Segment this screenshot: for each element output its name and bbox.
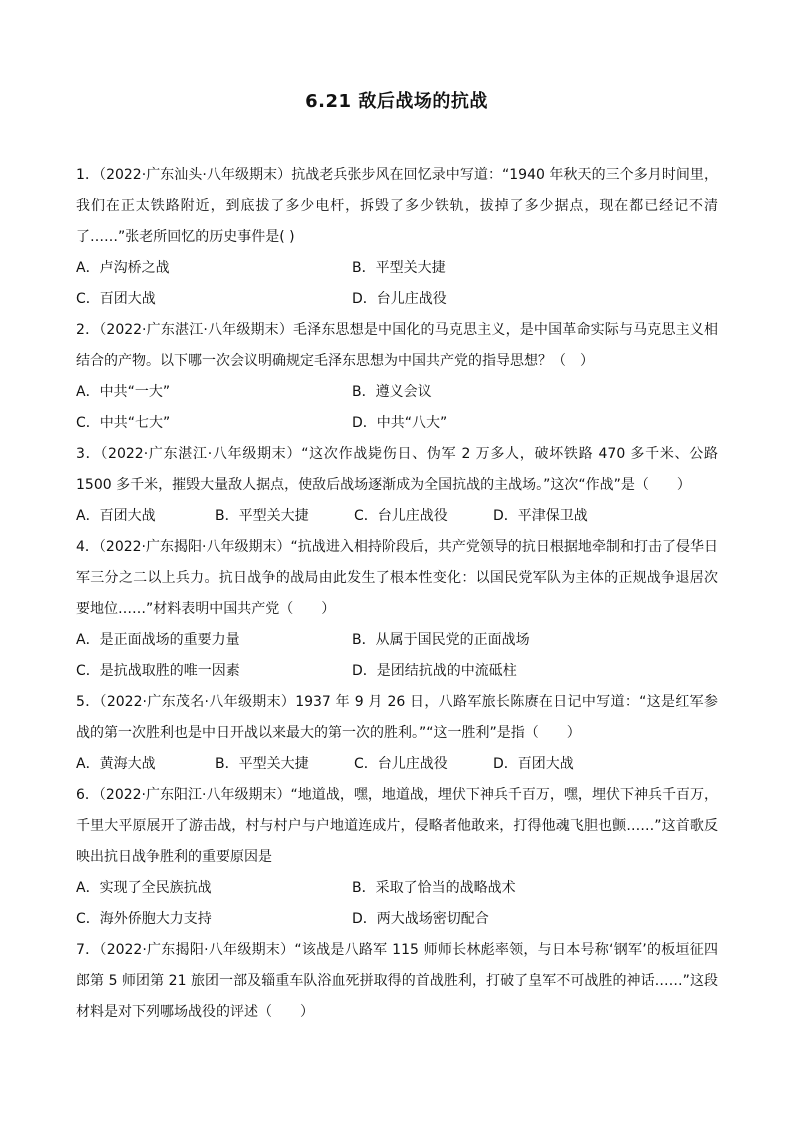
option-group xyxy=(76,873,718,935)
option-group xyxy=(76,377,718,439)
question-list xyxy=(76,160,718,1028)
option-d: D．台儿庄战役 xyxy=(352,291,447,307)
option-group xyxy=(76,749,718,780)
option-c: C．百团大战 xyxy=(76,291,156,307)
option-d: D．两大战场密切配合 xyxy=(352,911,489,927)
option-b: B．采取了恰当的战略战术 xyxy=(352,880,516,896)
option-b: B．平型关大捷 xyxy=(215,756,309,772)
question-7 xyxy=(76,935,718,1028)
question-stem: 6．（2022·广东阳江·八年级期末）“地道战，嘿，地道战，埋伏下神兵千百万，嘿，埋伏下神兵千百万，千里大平原展开了游击战，村与村户与户地道连成片，侵略者他敢来，打得他魂飞胆也颤……”这首歌反映出抗日战争胜利的重要原因是 xyxy=(76,787,718,865)
question-stem: 2．（2022·广东湛江·八年级期末）毛泽东思想是中国化的马克思主义，是中国革命实际与马克思主义相结合的产物。以下哪一次会议明确规定毛泽东思想为中国共产党的指导思想？（ ） xyxy=(76,322,718,369)
question-2 xyxy=(76,315,718,439)
question-stem: 7．（2022·广东揭阳·八年级期末）“该战是八路军 115 师师长林彪率领，与日本号称‘钢军’的板垣征四郎第 5 师团第 21 旅团一部及辎重车队浴血死拼取得的首战胜利，打破了皇军不可战胜的神话……”这段材料是对下列哪场战役的评述（ ） xyxy=(76,942,718,1020)
option-c: C．海外侨胞大力支持 xyxy=(76,911,212,927)
question-4 xyxy=(76,532,718,687)
option-b: B．平型关大捷 xyxy=(352,260,446,276)
option-d: D．是团结抗战的中流砥柱 xyxy=(352,663,517,679)
option-a: A．卢沟桥之战 xyxy=(76,260,170,276)
question-stem: 5．（2022·广东茂名·八年级期末）1937 年 9 月 26 日，八路军旅长陈赓在日记中写道：“这是红军参战的第一次胜利也是中日开战以来最大的第一次的胜利。”“这一胜利”是指（ ） xyxy=(76,694,718,741)
option-group xyxy=(76,253,718,315)
option-d: D．中共“八大” xyxy=(352,415,448,431)
question-3 xyxy=(76,439,718,532)
page-title: 6.21 敌后战场的抗战 xyxy=(305,91,488,112)
option-a: A．是正面战场的重要力量 xyxy=(76,632,240,648)
option-a: A．实现了全民族抗战 xyxy=(76,880,212,896)
option-a: A．中共“一大” xyxy=(76,384,171,400)
option-c: C．台儿庄战役 xyxy=(354,756,448,772)
option-group xyxy=(76,501,718,532)
option-d: D．百团大战 xyxy=(493,756,574,772)
question-1 xyxy=(76,160,718,315)
option-a: A．百团大战 xyxy=(76,508,156,524)
option-b: B．遵义会议 xyxy=(352,384,432,400)
question-stem: 3．（2022·广东湛江·八年级期末）“这次作战毙伤日、伪军 2 万多人，破坏铁路 470 多千米、公路 1500 多千米，摧毁大量敌人据点，使敌后战场逐渐成为全国抗战的主战场。”这次“作战”是（ ） xyxy=(76,446,718,493)
question-6 xyxy=(76,780,718,935)
option-c: C．是抗战取胜的唯一因素 xyxy=(76,663,240,679)
option-d: D．平津保卫战 xyxy=(493,508,588,524)
question-5 xyxy=(76,687,718,780)
question-stem: 4．（2022·广东揭阳·八年级期末）“抗战进入相持阶段后，共产党领导的抗日根据地牵制和打击了侵华日军三分之二以上兵力。抗日战争的战局由此发生了根本性变化：以国民党军队为主体的正规战争退居次要地位……”材料表明中国共产党（ ） xyxy=(76,539,718,617)
option-c: C．中共“七大” xyxy=(76,415,171,431)
question-stem: 1．（2022·广东汕头·八年级期末）抗战老兵张步风在回忆录中写道：“1940 年秋天的三个多月时间里，我们在正太铁路附近，到底拔了多少电杆，拆毁了多少铁轨，拔掉了多少据点，现在都已经记不清了……”张老所回忆的历史事件是( ) xyxy=(76,167,718,245)
option-group xyxy=(76,625,718,687)
option-a: A．黄海大战 xyxy=(76,756,156,772)
option-b: B．从属于国民党的正面战场 xyxy=(352,632,530,648)
option-b: B．平型关大捷 xyxy=(215,508,309,524)
option-c: C．台儿庄战役 xyxy=(354,508,448,524)
